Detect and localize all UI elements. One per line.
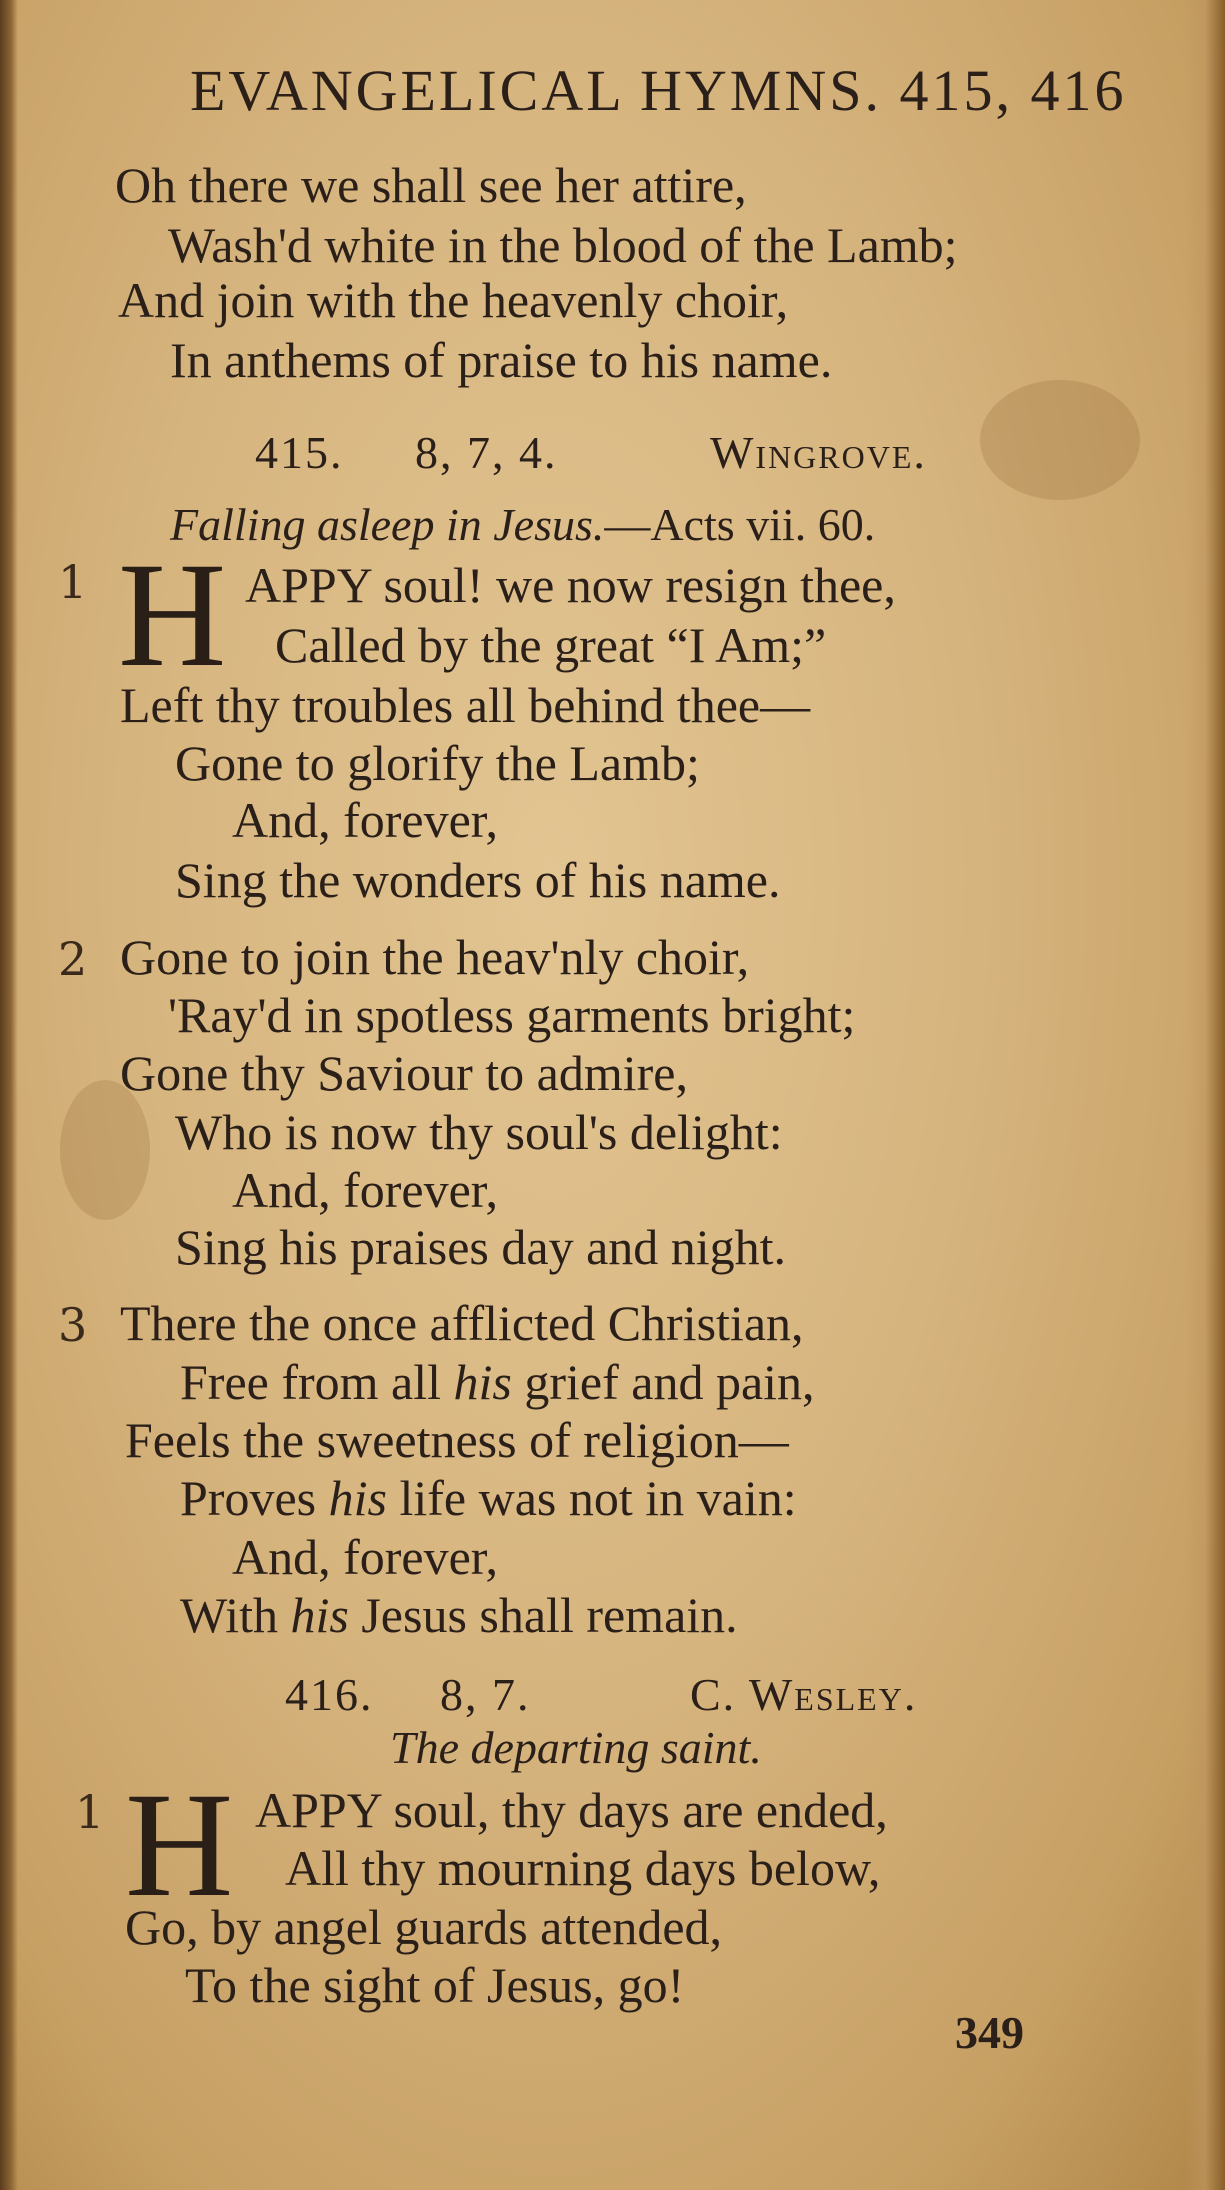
verse-line: Wash'd white in the blood of the Lamb; bbox=[168, 217, 958, 273]
verse-line: APPY soul, thy days are ended, bbox=[255, 1782, 888, 1838]
verse-line: And join with the heavenly choir, bbox=[118, 272, 789, 328]
verse-line: 'Ray'd in spotless garments bright; bbox=[168, 987, 856, 1043]
verse-line bbox=[180, 1587, 738, 1643]
stain bbox=[60, 1080, 150, 1220]
verse-number: 1 bbox=[58, 555, 88, 609]
hymn-meter: 8, 7. bbox=[440, 1669, 531, 1720]
verse-text: life was not in vain: bbox=[386, 1470, 797, 1526]
verse-line: Who is now thy soul's delight: bbox=[175, 1104, 783, 1160]
scripture-reference: —Acts vii. 60. bbox=[604, 499, 876, 550]
verse-line: Called by the great “I Am;” bbox=[275, 617, 827, 673]
verse-line: Gone to join the heav'nly choir, bbox=[120, 929, 750, 985]
verse-text: grief and pain, bbox=[511, 1354, 815, 1410]
verse-line bbox=[180, 1354, 815, 1410]
verse-text: Free from all bbox=[180, 1354, 454, 1410]
verse-line: And, forever, bbox=[232, 792, 498, 848]
verse-text: With bbox=[180, 1587, 291, 1643]
verse-text: Jesus shall remain. bbox=[348, 1587, 738, 1643]
hymn-tune: Wingrove. bbox=[710, 427, 927, 478]
verse-line: All thy mourning days below, bbox=[285, 1840, 881, 1896]
hymn-tune: C. Wesley. bbox=[690, 1669, 918, 1720]
verse-text: Proves bbox=[180, 1470, 329, 1526]
verse-number: 1 bbox=[75, 1785, 105, 1839]
running-header: EVANGELICAL HYMNS. 415, 416 bbox=[190, 58, 1127, 123]
hymn-subtitle bbox=[170, 499, 876, 550]
verse-line: There the once afflicted Christian, bbox=[120, 1295, 804, 1351]
verse-line: Sing the wonders of his name. bbox=[175, 852, 781, 908]
hymn-number: 416. bbox=[285, 1669, 374, 1720]
subtitle-text: Falling asleep in Jesus. bbox=[170, 499, 605, 550]
hymn-subtitle bbox=[390, 1722, 762, 1773]
verse-number: 2 bbox=[58, 932, 88, 986]
verse-line: Gone to glorify the Lamb; bbox=[175, 735, 700, 791]
verse-line: Go, by angel guards attended, bbox=[125, 1899, 723, 1955]
hymn-meter: 8, 7, 4. bbox=[415, 427, 558, 478]
verse-line: To the sight of Jesus, go! bbox=[185, 1957, 685, 2013]
verse-line: Gone thy Saviour to admire, bbox=[120, 1045, 688, 1101]
page-edge-shadow bbox=[1185, 0, 1225, 2190]
verse-number: 3 bbox=[58, 1298, 88, 1352]
verse-line: Oh there we shall see her attire, bbox=[115, 157, 747, 213]
verse-line: Left thy troubles all behind thee— bbox=[120, 677, 811, 733]
verse-text-italic: his bbox=[453, 1354, 512, 1410]
verse-text-italic: his bbox=[328, 1470, 387, 1526]
verse-line: Feels the sweetness of religion— bbox=[125, 1412, 789, 1468]
verse-line: And, forever, bbox=[232, 1162, 498, 1218]
hymn-number: 415. bbox=[255, 427, 344, 478]
verse-line: In anthems of praise to his name. bbox=[170, 332, 833, 388]
verse-line: Sing his praises day and night. bbox=[175, 1219, 787, 1275]
book-spine-shadow bbox=[0, 0, 18, 2190]
subtitle-text: The departing saint. bbox=[390, 1722, 762, 1773]
verse-line: And, forever, bbox=[232, 1529, 498, 1585]
verse-line: APPY soul! we now resign thee, bbox=[245, 557, 896, 613]
verse-text-italic: his bbox=[290, 1587, 349, 1643]
stain bbox=[980, 380, 1140, 500]
drop-cap: H bbox=[125, 1762, 234, 1928]
verse-line bbox=[180, 1470, 797, 1526]
drop-cap: H bbox=[118, 532, 227, 698]
page-number: 349 bbox=[955, 2007, 1024, 2058]
